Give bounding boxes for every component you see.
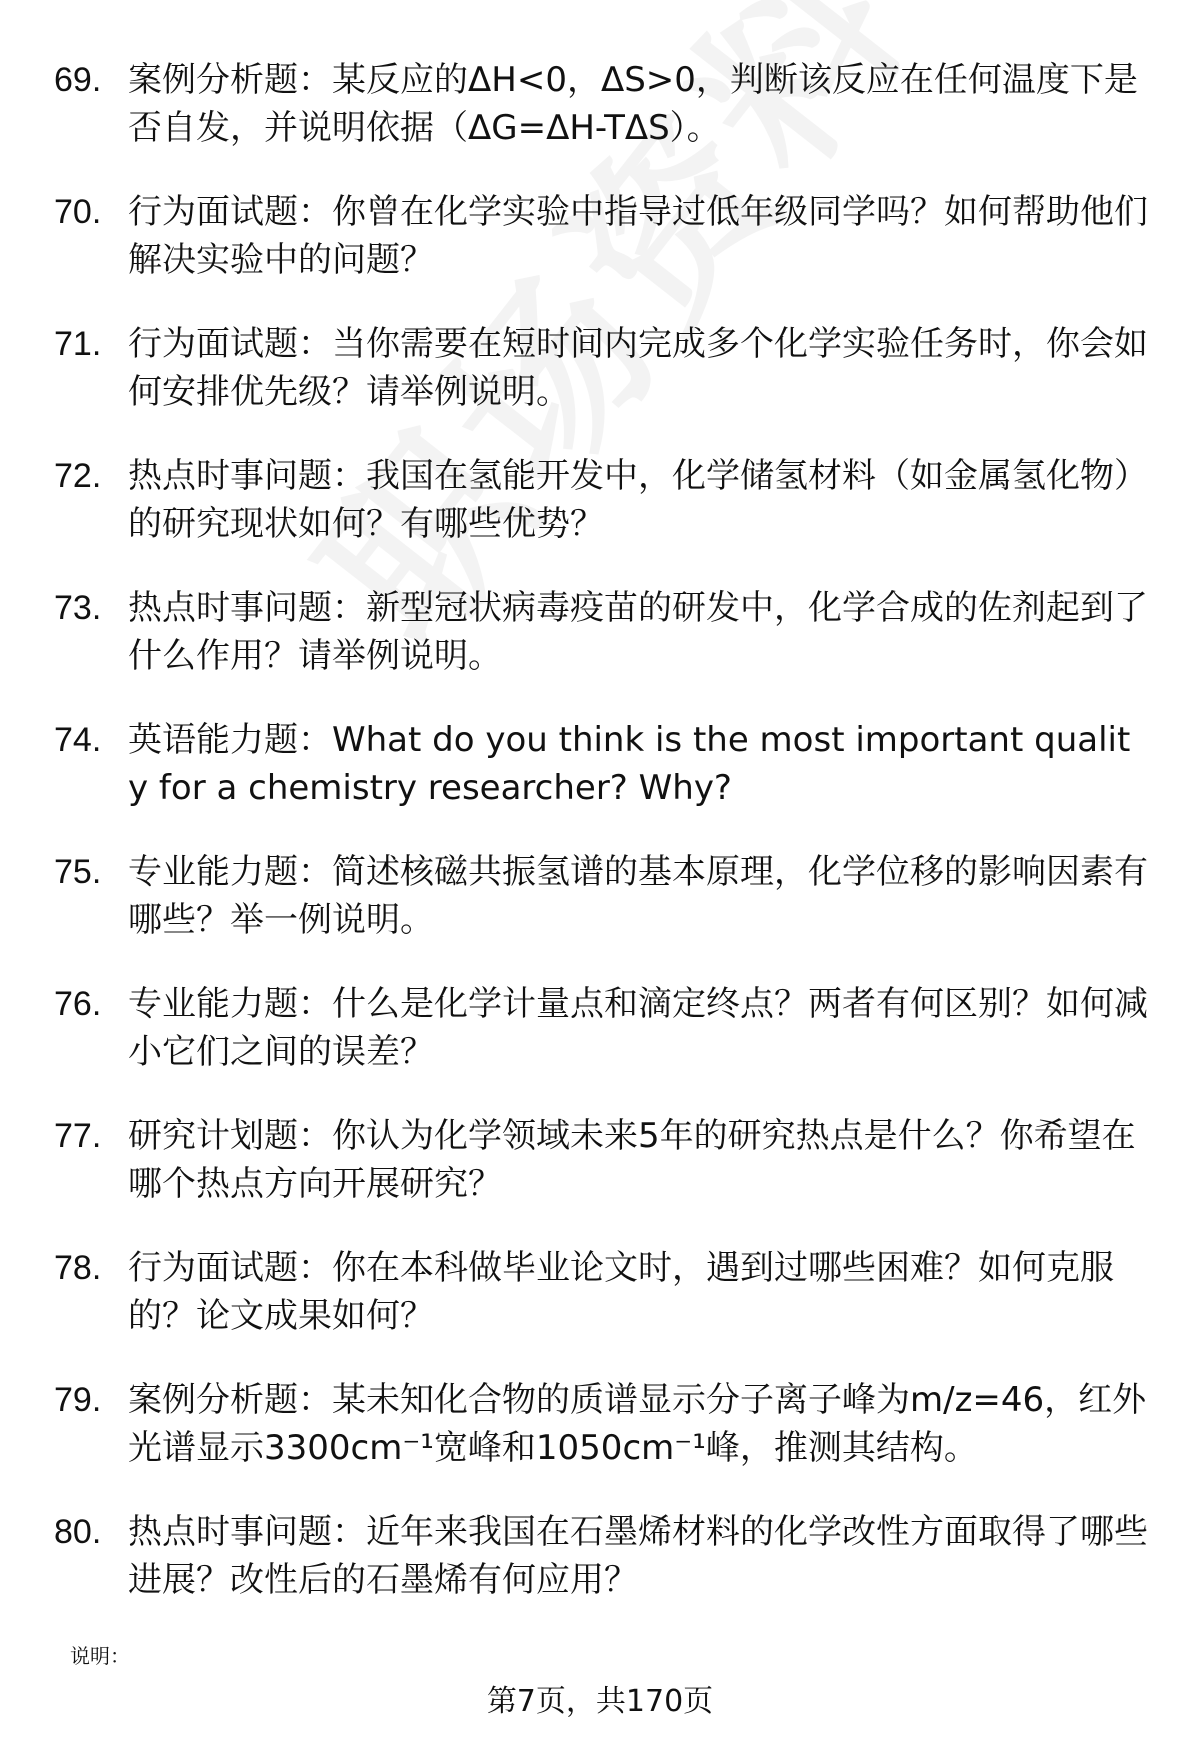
question-text: 行为面试题：当你需要在短时间内完成多个化学实验任务时，你会如何安排优先级？请举例说明。 — [128, 324, 1148, 412]
question-text: 行为面试题：你在本科做毕业论文时，遇到过哪些困难？如何克服的？论文成果如何？ — [128, 1248, 1114, 1336]
question-item — [0, 1376, 1200, 1508]
question-number: 74. — [54, 721, 102, 759]
question-item — [0, 188, 1200, 320]
question-number: 71. — [54, 325, 102, 363]
question-text: 专业能力题：简述核磁共振氢谱的基本原理，化学位移的影响因素有哪些？举一例说明。 — [128, 852, 1148, 940]
question-list — [0, 56, 1200, 1640]
question-text: 热点时事问题：新型冠状病毒疫苗的研发中，化学合成的佐剂起到了什么作用？请举例说明。 — [128, 588, 1148, 676]
question-number: 77. — [54, 1117, 102, 1155]
question-item — [0, 584, 1200, 716]
question-item — [0, 1508, 1200, 1640]
question-item — [0, 56, 1200, 188]
question-text: 热点时事问题：近年来我国在石墨烯材料的化学改性方面取得了哪些进展？改性后的石墨烯有何应用？ — [128, 1512, 1148, 1600]
question-number: 72. — [54, 457, 102, 495]
question-text: 案例分析题：某反应的ΔH<0，ΔS>0，判断该反应在任何温度下是否自发，并说明依据（ΔG=ΔH-TΔS）。 — [128, 60, 1138, 148]
question-text: 英语能力题：What do you think is the most important quality for a chemistry researcher? Why? — [128, 720, 1131, 808]
question-text: 行为面试题：你曾在化学实验中指导过低年级同学吗？如何帮助他们解决实验中的问题？ — [128, 192, 1148, 280]
question-item — [0, 320, 1200, 452]
question-number: 75. — [54, 853, 102, 891]
question-text: 案例分析题：某未知化合物的质谱显示分子离子峰为m/z=46，红外光谱显示3300cm⁻¹宽峰和1050cm⁻¹峰，推测其结构。 — [128, 1380, 1147, 1468]
question-item — [0, 716, 1200, 848]
question-item — [0, 452, 1200, 584]
question-number: 78. — [54, 1249, 102, 1287]
question-number: 79. — [54, 1381, 102, 1419]
page-number: 第7页，共170页 — [486, 1684, 714, 1719]
question-item — [0, 848, 1200, 980]
question-number: 70. — [54, 193, 102, 231]
question-item — [0, 1112, 1200, 1244]
question-item — [0, 1244, 1200, 1376]
question-number: 80. — [54, 1513, 102, 1551]
question-number: 73. — [54, 589, 102, 627]
question-number: 69. — [54, 61, 102, 99]
question-item — [0, 980, 1200, 1112]
question-text: 热点时事问题：我国在氢能开发中，化学储氢材料（如金属氢化物）的研究现状如何？有哪些优势？ — [128, 456, 1148, 544]
question-number: 76. — [54, 985, 102, 1023]
question-text: 专业能力题：什么是化学计量点和滴定终点？两者有何区别？如何减小它们之间的误差？ — [128, 984, 1148, 1072]
note-label: 说明： — [70, 1644, 130, 1668]
question-text: 研究计划题：你认为化学领域未来5年的研究热点是什么？你希望在哪个热点方向开展研究？ — [128, 1116, 1136, 1204]
